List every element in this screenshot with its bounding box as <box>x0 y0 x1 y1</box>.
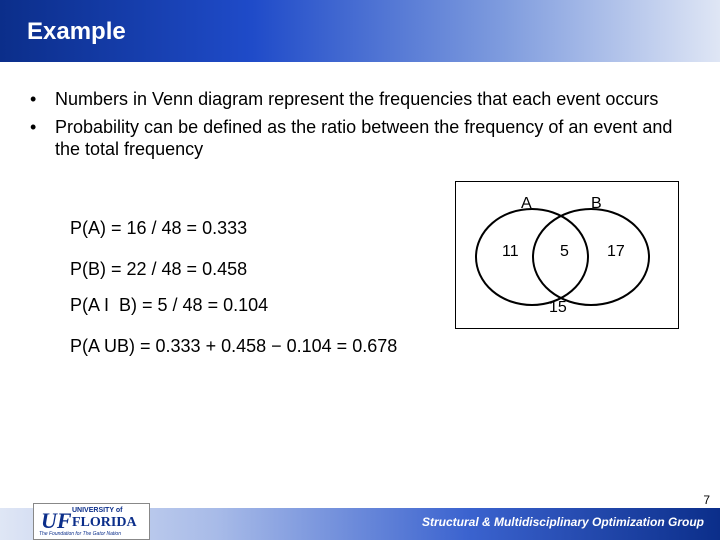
slide-title: Example <box>27 18 126 45</box>
bullet-item <box>30 88 690 110</box>
equation-p-a: P(A) = 16 / 48 = 0.333 <box>70 218 248 238</box>
venn-value-only-b: 17 <box>607 243 625 260</box>
uf-logo-tagline: The Foundation for The Gator Nation <box>39 531 121 537</box>
bullet-text: Numbers in Venn diagram represent the frequencies that each event occurs <box>55 89 659 109</box>
venn-value-intersection: 5 <box>560 243 569 260</box>
uf-logo-university: UNIVERSITY of <box>72 507 123 514</box>
uf-logo-florida: FLORIDA <box>72 515 137 530</box>
uf-logo <box>33 503 150 540</box>
bullet-icon: • <box>30 89 37 109</box>
page-number: 7 <box>703 493 710 507</box>
equation-p-a-intersect-b: P(A I B) = 5 / 48 = 0.104 <box>70 295 269 315</box>
bullet-list <box>30 88 690 166</box>
equation-p-b: P(B) = 22 / 48 = 0.458 <box>70 259 248 279</box>
equation-p-a-union-b: P(A UB) = 0.333 + 0.458 − 0.104 = 0.678 <box>70 336 398 356</box>
uf-logo-mark: UF <box>41 508 72 533</box>
venn-diagram <box>455 181 679 329</box>
bullet-icon: • <box>30 117 37 137</box>
venn-value-only-a: 11 <box>502 243 519 260</box>
venn-value-outside: 15 <box>549 299 567 316</box>
venn-circle-b <box>533 209 649 305</box>
footer-group-name: Structural & Multidisciplinary Optimization Group <box>421 515 704 529</box>
bullet-item <box>30 116 690 160</box>
venn-label-b: B <box>591 195 602 212</box>
venn-label-a: A <box>521 195 532 212</box>
bullet-text: Probability can be defined as the ratio between the frequency of an event and the total frequency <box>55 117 673 159</box>
